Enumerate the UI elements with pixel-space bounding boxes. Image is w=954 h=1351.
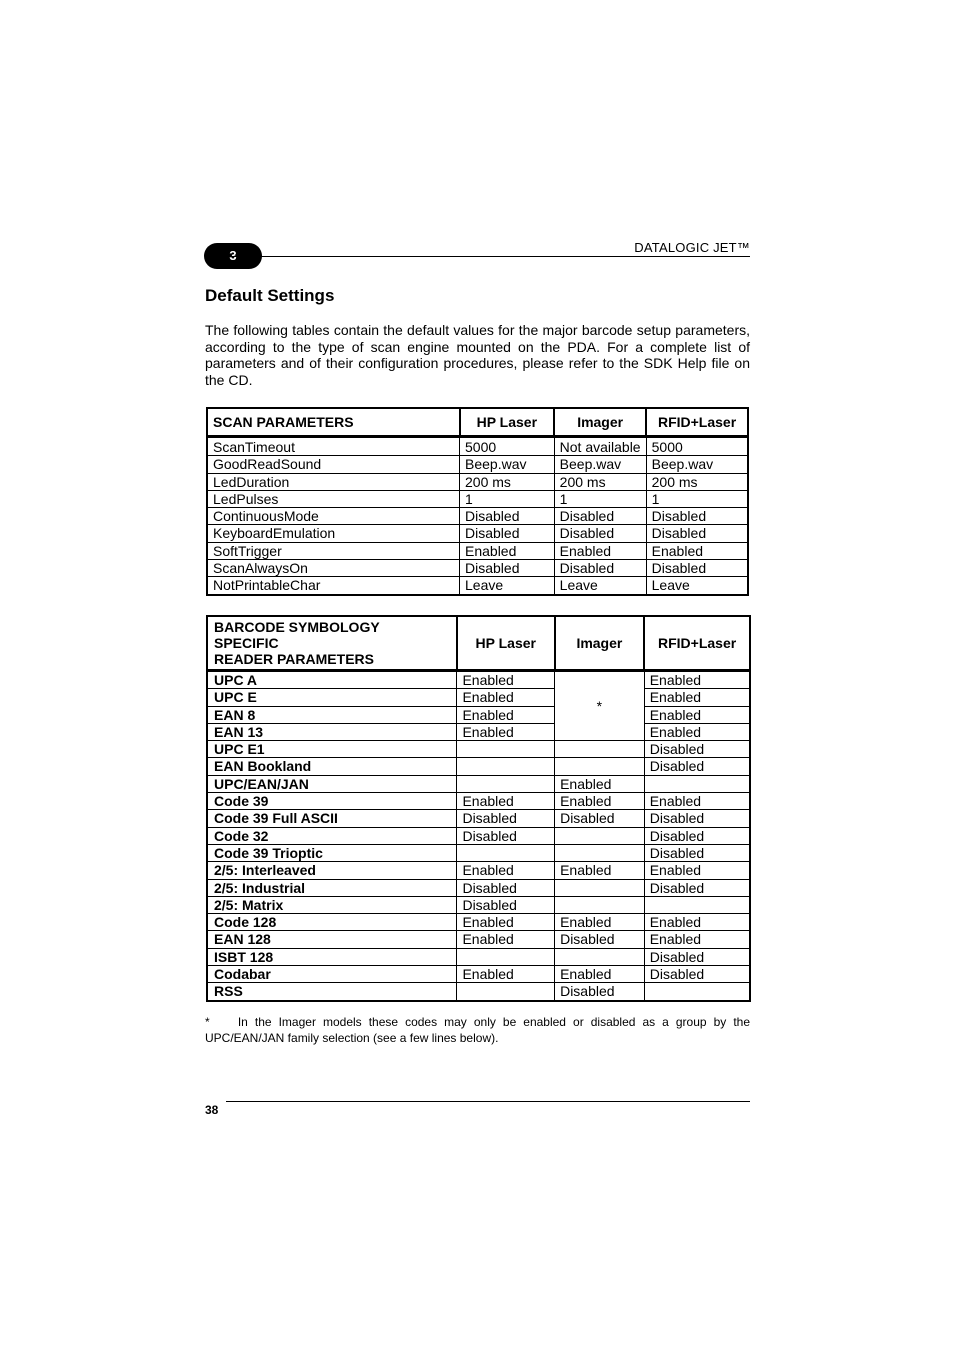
table-cell: Enabled	[644, 671, 750, 689]
table-cell: Not available	[554, 437, 646, 456]
symbology-name-cell: Codabar	[207, 966, 457, 983]
table-cell: Disabled	[457, 896, 555, 913]
symbology-table-header-cell: Imager	[555, 616, 645, 671]
table-cell: Disabled	[554, 560, 646, 577]
table-cell: Leave	[554, 577, 646, 595]
table-cell: Disabled	[646, 560, 748, 577]
symbology-name-cell: EAN 13	[207, 723, 457, 740]
table-row	[207, 775, 750, 792]
symbology-table-body	[207, 671, 750, 1001]
table-row	[207, 931, 750, 948]
symbology-name-cell: 2/5: Interleaved	[207, 862, 457, 879]
table-cell: Enabled	[460, 542, 555, 559]
table-row	[207, 577, 748, 595]
symbology-table-header-cell	[207, 616, 457, 671]
footnote	[205, 1015, 750, 1046]
header-line: BARCODE SYMBOLOGY	[214, 618, 380, 635]
table-cell: 1	[554, 490, 646, 507]
table-cell: Disabled	[457, 827, 555, 844]
table-cell: Enabled	[646, 542, 748, 559]
table-cell: Disabled	[554, 508, 646, 525]
table-cell: Enabled	[555, 966, 645, 983]
table-cell: Enabled	[644, 931, 750, 948]
page-number: 38	[205, 1103, 219, 1117]
table-cell: Enabled	[555, 914, 645, 931]
table-cell	[555, 758, 645, 775]
table-cell	[644, 983, 750, 1001]
footer-rule	[226, 1101, 750, 1102]
table-row	[207, 758, 750, 775]
table-cell: Enabled	[555, 793, 645, 810]
table-cell: Enabled	[644, 914, 750, 931]
table-row	[207, 689, 750, 706]
symbology-name-cell: EAN 128	[207, 931, 457, 948]
table-cell: Beep.wav	[554, 456, 646, 473]
table-cell: Disabled	[646, 525, 748, 542]
footnote-text: In the Imager models these codes may only be enabled or disabled as a group by the UPC/EAN/JAN family selection (see a few lines below).	[205, 1015, 751, 1045]
table-row	[207, 437, 748, 456]
table-cell: LedDuration	[207, 473, 460, 490]
table-cell: Beep.wav	[460, 456, 555, 473]
table-cell: Disabled	[460, 560, 555, 577]
symbology-name-cell: Code 128	[207, 914, 457, 931]
symbology-name-cell: UPC E1	[207, 741, 457, 758]
table-cell	[555, 948, 645, 965]
table-cell	[457, 775, 555, 792]
table-cell: Enabled	[555, 862, 645, 879]
table-cell: KeyboardEmulation	[207, 525, 460, 542]
table-cell: ScanTimeout	[207, 437, 460, 456]
intro-paragraph: The following tables contain the default values for the major barcode setup parameters, according to the type of scan engine mounted on the PDA. For a complete list of parameters and of their configuration procedures, please refer to the SDK Help file on the CD.	[205, 322, 750, 388]
table-cell: Disabled	[644, 741, 750, 758]
table-cell: Disabled	[555, 983, 645, 1001]
table-row	[207, 473, 748, 490]
table-cell	[457, 758, 555, 775]
table-cell: Disabled	[555, 931, 645, 948]
symbology-table-header-row	[207, 616, 750, 671]
table-row	[207, 793, 750, 810]
table-cell: Enabled	[457, 914, 555, 931]
table-row	[207, 542, 748, 559]
symbology-name-cell: Code 39 Full ASCII	[207, 810, 457, 827]
table-cell: Beep.wav	[646, 456, 748, 473]
table-cell: Disabled	[646, 508, 748, 525]
table-row	[207, 671, 750, 689]
table-cell: Enabled	[554, 542, 646, 559]
table-cell: Enabled	[457, 723, 555, 740]
table-cell	[555, 741, 645, 758]
table-cell: Disabled	[457, 879, 555, 896]
table-cell: Leave	[646, 577, 748, 595]
table-cell: Enabled	[457, 706, 555, 723]
table-cell: 200 ms	[460, 473, 555, 490]
scan-table-body	[207, 437, 748, 595]
table-row	[207, 508, 748, 525]
table-cell: Disabled	[554, 525, 646, 542]
header-rule	[230, 256, 750, 257]
table-cell: Enabled	[644, 689, 750, 706]
table-row	[207, 810, 750, 827]
table-cell: 5000	[646, 437, 748, 456]
table-cell	[555, 879, 645, 896]
table-row	[207, 983, 750, 1001]
table-cell: Enabled	[457, 931, 555, 948]
table-cell: 1	[646, 490, 748, 507]
table-cell	[644, 896, 750, 913]
symbology-name-cell: UPC E	[207, 689, 457, 706]
symbology-table-header-cell: HP Laser	[457, 616, 555, 671]
table-cell: Enabled	[457, 862, 555, 879]
table-cell: Disabled	[460, 508, 555, 525]
table-row	[207, 741, 750, 758]
symbology-name-cell: Code 32	[207, 827, 457, 844]
scan-table-header-cell: SCAN PARAMETERS	[207, 408, 460, 437]
table-cell: Disabled	[644, 827, 750, 844]
table-cell: Enabled	[555, 775, 645, 792]
table-cell: Enabled	[457, 793, 555, 810]
symbology-name-cell: RSS	[207, 983, 457, 1001]
table-cell	[555, 896, 645, 913]
scan-table-header-row	[207, 408, 748, 437]
scan-table-header-cell: Imager	[554, 408, 646, 437]
symbology-name-cell: UPC/EAN/JAN	[207, 775, 457, 792]
table-cell	[555, 844, 645, 861]
table-row	[207, 723, 750, 740]
symbology-name-cell: Code 39 Trioptic	[207, 844, 457, 861]
table-cell: LedPulses	[207, 490, 460, 507]
table-row	[207, 948, 750, 965]
footnote-marker: *	[205, 1015, 210, 1029]
table-cell: Enabled	[644, 706, 750, 723]
symbology-name-cell: 2/5: Industrial	[207, 879, 457, 896]
table-row	[207, 525, 748, 542]
table-row	[207, 490, 748, 507]
table-cell: NotPrintableChar	[207, 577, 460, 595]
table-cell	[555, 827, 645, 844]
table-cell: ContinuousMode	[207, 508, 460, 525]
table-cell: Disabled	[644, 758, 750, 775]
table-cell: Disabled	[644, 844, 750, 861]
table-cell: Enabled	[457, 671, 555, 689]
table-cell: 1	[460, 490, 555, 507]
table-cell: Enabled	[457, 966, 555, 983]
table-row	[207, 896, 750, 913]
table-cell: Disabled	[460, 525, 555, 542]
product-title: DATALOGIC JET™	[634, 240, 750, 255]
table-cell: SoftTrigger	[207, 542, 460, 559]
table-cell: Disabled	[644, 810, 750, 827]
scan-table-header-cell: HP Laser	[460, 408, 555, 437]
table-cell: 5000	[460, 437, 555, 456]
symbology-name-cell: Code 39	[207, 793, 457, 810]
table-cell: ScanAlwaysOn	[207, 560, 460, 577]
table-cell: Disabled	[644, 879, 750, 896]
table-cell: GoodReadSound	[207, 456, 460, 473]
table-cell	[457, 741, 555, 758]
table-cell: Disabled	[644, 966, 750, 983]
table-cell: Disabled	[644, 948, 750, 965]
table-cell: Enabled	[457, 689, 555, 706]
table-row	[207, 966, 750, 983]
symbology-table	[206, 615, 751, 1002]
imager-group-cell: *	[555, 671, 645, 741]
table-row	[207, 706, 750, 723]
table-row	[207, 456, 748, 473]
symbology-table-header-cell: RFID+Laser	[644, 616, 750, 671]
table-row	[207, 862, 750, 879]
table-row	[207, 879, 750, 896]
table-cell	[644, 775, 750, 792]
table-cell: 200 ms	[554, 473, 646, 490]
table-row	[207, 914, 750, 931]
table-row	[207, 827, 750, 844]
table-cell: Enabled	[644, 862, 750, 879]
table-row	[207, 844, 750, 861]
symbology-name-cell: EAN 8	[207, 706, 457, 723]
header-line: SPECIFIC	[214, 634, 279, 651]
scan-parameters-table	[206, 407, 749, 596]
table-cell: Disabled	[555, 810, 645, 827]
table-cell	[457, 983, 555, 1001]
symbology-name-cell: ISBT 128	[207, 948, 457, 965]
table-cell: Enabled	[644, 793, 750, 810]
table-cell: 200 ms	[646, 473, 748, 490]
table-cell	[457, 844, 555, 861]
scan-table-header-cell: RFID+Laser	[646, 408, 748, 437]
table-cell	[457, 948, 555, 965]
section-title: Default Settings	[205, 286, 335, 305]
table-cell: Disabled	[457, 810, 555, 827]
table-row	[207, 560, 748, 577]
symbology-name-cell: 2/5: Matrix	[207, 896, 457, 913]
table-cell: Enabled	[644, 723, 750, 740]
header-line: READER PARAMETERS	[214, 651, 374, 668]
symbology-name-cell: UPC A	[207, 671, 457, 689]
table-cell: Leave	[460, 577, 555, 595]
symbology-name-cell: EAN Bookland	[207, 758, 457, 775]
